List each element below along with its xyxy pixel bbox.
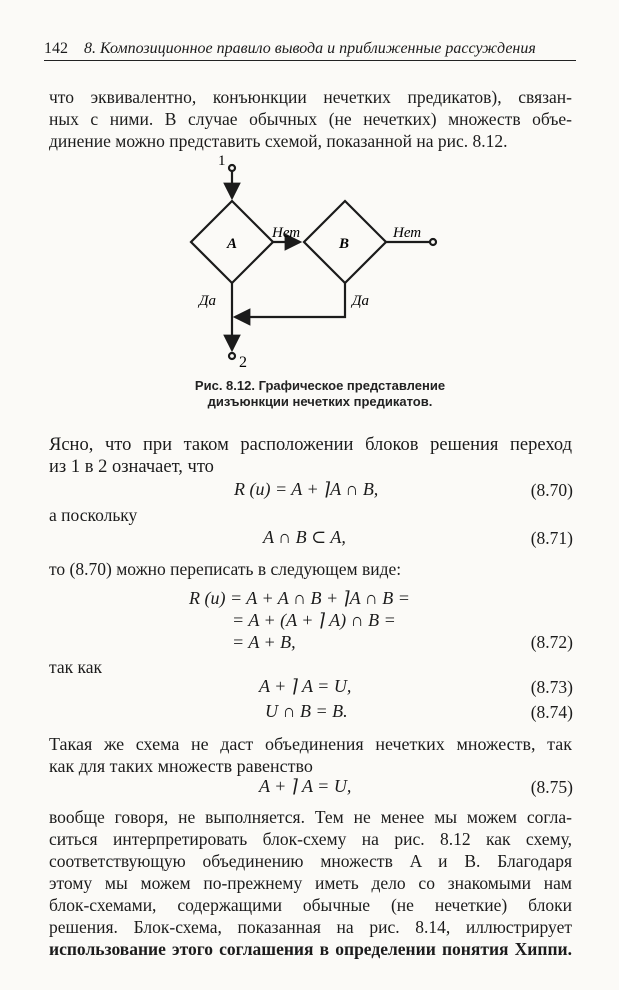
equation-8-72-line3: = A + B, xyxy=(232,632,296,652)
block-b-label: B xyxy=(339,236,350,252)
text-line: динение можно представить схемой, показанной на рис. 8.12. xyxy=(49,131,508,151)
block-a-label: A xyxy=(227,236,238,252)
paragraph-4 xyxy=(49,806,572,960)
equation-number: (8.72) xyxy=(530,632,573,652)
caption-line: дизъюнкции нечетких предикатов. xyxy=(207,394,433,409)
text-line: из 1 в 2 означает, что xyxy=(49,457,214,477)
equation-number: (8.71) xyxy=(530,528,573,548)
equation-number: (8.75) xyxy=(530,777,573,797)
caption-line: Рис. 8.12. Графическое представление xyxy=(194,378,446,393)
text-line: как для таких множеств равенство xyxy=(49,756,313,776)
text-line: решения. Блок-схема, показанная на рис. 8.14, иллюстрирует xyxy=(49,917,572,937)
terminal-out-label: 2 xyxy=(239,354,247,371)
page-number: 142 xyxy=(44,40,68,57)
text-line: блок-схемами, содержащими обычные (не нечеткие) блоки xyxy=(49,895,572,915)
equation-8-70: R (u) = A + ⌉A ∩ B, xyxy=(234,479,379,499)
input-terminal xyxy=(229,165,235,171)
paragraph-2 xyxy=(49,434,572,478)
equation-8-75: A + ⌉ A = U, xyxy=(259,776,352,796)
no-terminal xyxy=(430,239,436,245)
text-line: Ясно, что при таком расположении блоков решения переход xyxy=(49,435,572,455)
equation-8-72-line2: = A + (A + ⌉ A) ∩ B = xyxy=(232,610,396,630)
yes-line-b xyxy=(235,283,345,317)
text-line: так как xyxy=(49,657,103,677)
text-line: а поскольку xyxy=(49,505,138,525)
equation-number: (8.73) xyxy=(530,677,573,697)
no-label-b: Нет xyxy=(393,225,422,241)
figure-caption xyxy=(150,378,490,410)
text-line: соответствующую объединению множеств A и B. Благодаря xyxy=(49,851,572,871)
text-line: то (8.70) можно переписать в следующем виде: xyxy=(49,559,402,579)
equation-8-71: A ∩ B ⊂ A, xyxy=(263,527,346,547)
equation-8-73: A + ⌉ A = U, xyxy=(259,676,352,696)
equation-number: (8.74) xyxy=(530,702,573,722)
terminal-in-label: 1 xyxy=(218,153,226,169)
text-line: вообще говоря, не выполняется. Тем не менее мы можем согла- xyxy=(49,807,572,827)
equation-number: (8.70) xyxy=(530,480,573,500)
no-label-a: Нет xyxy=(272,225,301,241)
chapter-title: 8. Композиционное правило вывода и приближенные рассуждения xyxy=(84,40,536,57)
text-line: ситься интерпретировать блок-схему на рис. 8.12 как схему, xyxy=(49,829,572,849)
output-terminal xyxy=(229,353,235,359)
text-line: что эквивалентно, конъюнкции нечетких предикатов), связан- xyxy=(49,87,572,107)
equation-8-72-line1: R (u) = A + A ∩ B + ⌉A ∩ B = xyxy=(189,588,410,608)
paragraph-3 xyxy=(49,733,572,777)
yes-label-a: Да xyxy=(199,293,217,309)
equation-8-74: U ∩ B = B. xyxy=(265,701,348,721)
text-line: ных с ними. В случае обычных (не нечетких) множеств объе- xyxy=(49,109,572,129)
yes-label-b: Да xyxy=(352,293,370,309)
text-line: этому мы можем по-прежнему иметь дело со знакомыми нам xyxy=(49,873,572,893)
text-line: использование этого соглашения в определении понятия Хиппи. xyxy=(49,939,572,959)
text-line: Такая же схема не даст объединения нечетких множеств, так xyxy=(49,734,572,754)
